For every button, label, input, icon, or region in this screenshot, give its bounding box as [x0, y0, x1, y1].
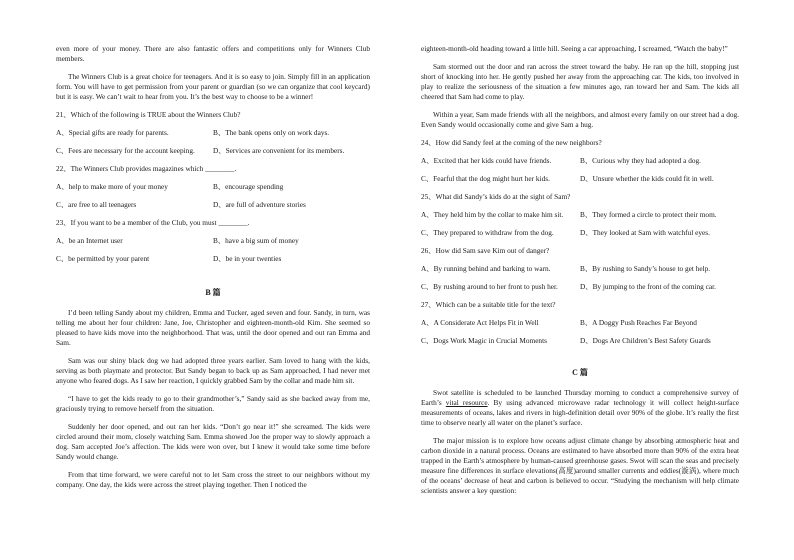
option: C、They prepared to withdraw from the dog.: [421, 228, 554, 237]
question-23: 23、If you want to be a member of the Club, you must ________.: [56, 218, 250, 227]
passage-b-paragraph-3: “I have to get the kids ready to go to their grandmother’s,” Sandy said as she backed away from me, graciously trying to remove herself from the situation.: [56, 394, 370, 413]
question-27: 27、Which can be a suitable title for the text?: [421, 300, 556, 309]
question-22: 22、The Winners Club provides magazines which ________.: [56, 164, 237, 173]
question-25-options-row2: [421, 228, 739, 238]
passage-b-continuation: eighteen-month-old heading toward a little hill. Seeing a car approaching, I screamed, “Watch the baby!”: [421, 44, 728, 53]
option: B、The bank opens only on work days.: [213, 128, 330, 137]
option: A、Excited that her kids could have friends.: [421, 156, 552, 165]
passage-c-paragraph-2: The major mission is to explore how oceans adjust climate change by absorbing atmospheric heat and carbon dioxide in a natural process. Oceans are estimated to have absorbed more than 90% of the extra heat trapped in the Earth’s atmosphere by human-caused greenhouse gases. Swot will scan the seas and precisely measure fine differences in surface elevations(高度)around smaller currents and eddies(漩涡), where much of the oceans’ decrease of heat and carbon is believed to occur. “Studying the mechanism will help climate scientists answer a key question:: [421, 436, 739, 495]
section-b-heading: B 篇: [205, 288, 221, 297]
option: B、Curious why they had adopted a dog.: [580, 156, 701, 165]
question-24: 24、How did Sandy feel at the coming of the new neighbors?: [421, 138, 602, 147]
option: D、Dogs Are Children’s Best Safety Guards: [580, 336, 711, 345]
option: D、They looked at Sam with watchful eyes.: [580, 228, 710, 237]
option: B、encourage spending: [213, 182, 284, 191]
option: C、be permitted by your parent: [56, 254, 150, 263]
passage-b-paragraph-7: Within a year, Sam made friends with all the neighbors, and almost every family on our street had a dog. Even Sandy would occasionally come and give Sam a hug.: [421, 110, 739, 129]
question-27-options-row1: [421, 318, 739, 328]
option: C、Fearful that the dog might hurt her kids.: [421, 174, 550, 183]
option: D、Unsure whether the kids could fit in well.: [580, 174, 714, 183]
option: A、be an Internet user: [56, 236, 123, 245]
option: B、They formed a circle to protect their mom.: [580, 210, 717, 219]
question-26-options-row2: [421, 282, 739, 292]
option: D、be in your twenties: [213, 254, 282, 263]
question-27-options-row2: [421, 336, 739, 346]
option: A、Special gifts are ready for parents.: [56, 128, 169, 137]
option: A、They held him by the collar to make him sit.: [421, 210, 564, 219]
passage-b-paragraph-4: Suddenly her door opened, and out ran her kids. “Don’t go near it!” she screamed. The kids were circled around their mom, closely watching Sam. Emma showed Joe the proper way to slowly approach a dog. Sam accepted Joe’s affection. The kids were won over, but I knew it would take some time before Sandy would change.: [56, 422, 370, 461]
question-26-options-row1: [421, 264, 739, 274]
question-24-options-row2: [421, 174, 739, 184]
option: C、are free to all teenagers: [56, 200, 137, 209]
passage-a-paragraph: The Winners Club is a great choice for teenagers. And it is so easy to join. Simply fill in an application form. You will have to get permission from your parent or guardian (so we can organize that cool keycard) but it is easy. We can’t wait to hear from you. It’s the best way to choose to be a winner!: [56, 72, 370, 101]
option: D、are full of adventure stories: [213, 200, 306, 209]
question-21-options-row2: [56, 146, 370, 156]
passage-c-text: Swot satellite is scheduled to be launched Thursday morning to conduct a comprehensive survey of Earth’s: [421, 388, 739, 407]
option: A、By running behind and barking to warn.: [421, 264, 551, 273]
passage-b-paragraph-5: From that time forward, we were careful not to let Sam cross the street to our neighbors without my company. One day, the kids were across the street playing together. Then I noticed the: [56, 470, 370, 489]
question-21: 21、Which of the following is TRUE about the Winners Club?: [56, 110, 241, 119]
option: B、By rushing to Sandy’s house to get help.: [580, 264, 711, 273]
option: D、Services are convenient for its members.: [213, 146, 345, 155]
underlined-phrase: vital resource: [445, 398, 488, 407]
section-c-heading: C 篇: [572, 368, 588, 377]
option: B、have a big sum of money: [213, 236, 299, 245]
question-25: 25、What did Sandy’s kids do at the sight of Sam?: [421, 192, 571, 201]
option: C、Dogs Work Magic in Crucial Moments: [421, 336, 547, 345]
right-column: [421, 44, 739, 504]
question-22-options-row2: [56, 200, 370, 210]
question-21-options-row1: [56, 128, 370, 138]
option: C、By rushing around to her front to push her.: [421, 282, 558, 291]
question-26: 26、How did Sam save Kim out of danger?: [421, 246, 550, 255]
option: B、A Doggy Push Reaches Far Beyond: [580, 318, 697, 327]
passage-a-continuation: even more of your money. There are also fantastic offers and competitions only for Winners Club members.: [56, 44, 370, 63]
option: A、A Considerate Act Helps Fit in Well: [421, 318, 539, 327]
passage-b-paragraph-1: I’d been telling Sandy about my children, Emma and Tucker, aged seven and four. Sandy, in turn, was telling me about her four children: Jane, Joe, Christopher and eighteen-month-old Kim. She seemed so pleased to have kids move into the neighborhood. That was, until the door opened and out ran Emma and Sam.: [56, 308, 370, 347]
left-column: [56, 44, 370, 498]
passage-b-paragraph-2: Sam was our shiny black dog we had adopted three years earlier. Sam loved to hang with the kids, serving as both playmate and protector. But Sandy began to back up as Sam approached, I had never met anyone who feared dogs. As I saw her reaction, I quickly grabbed Sam by the collar and made him sit.: [56, 356, 370, 385]
option: C、Fees are necessary for the account keeping.: [56, 146, 195, 155]
question-23-options-row1: [56, 236, 370, 246]
question-23-options-row2: [56, 254, 370, 264]
question-22-options-row1: [56, 182, 370, 192]
option: D、By jumping to the front of the coming car.: [580, 282, 716, 291]
passage-c-paragraph-1: [421, 388, 739, 428]
question-24-options-row1: [421, 156, 739, 166]
passage-b-paragraph-6: Sam stormed out the door and ran across the street toward the baby. He ran up the hill, stopping just short of knocking into her. He gently pushed her away from the approaching car. The kids, too involved in play to realize the seriousness of the situation a few minutes ago, ran toward her and Sam. The kids all cheered that Sam had come to play.: [421, 62, 739, 101]
option: A、help to make more of your money: [56, 182, 168, 191]
passage-c-text: . By using advanced microwave radar technology it will collect height-surface measurements of oceans, lakes and rivers in high-definition detail over 90% of the globe. It’s really the first time to observe nearly all water on the planet’s surface.: [421, 398, 739, 427]
question-25-options-row1: [421, 210, 739, 220]
